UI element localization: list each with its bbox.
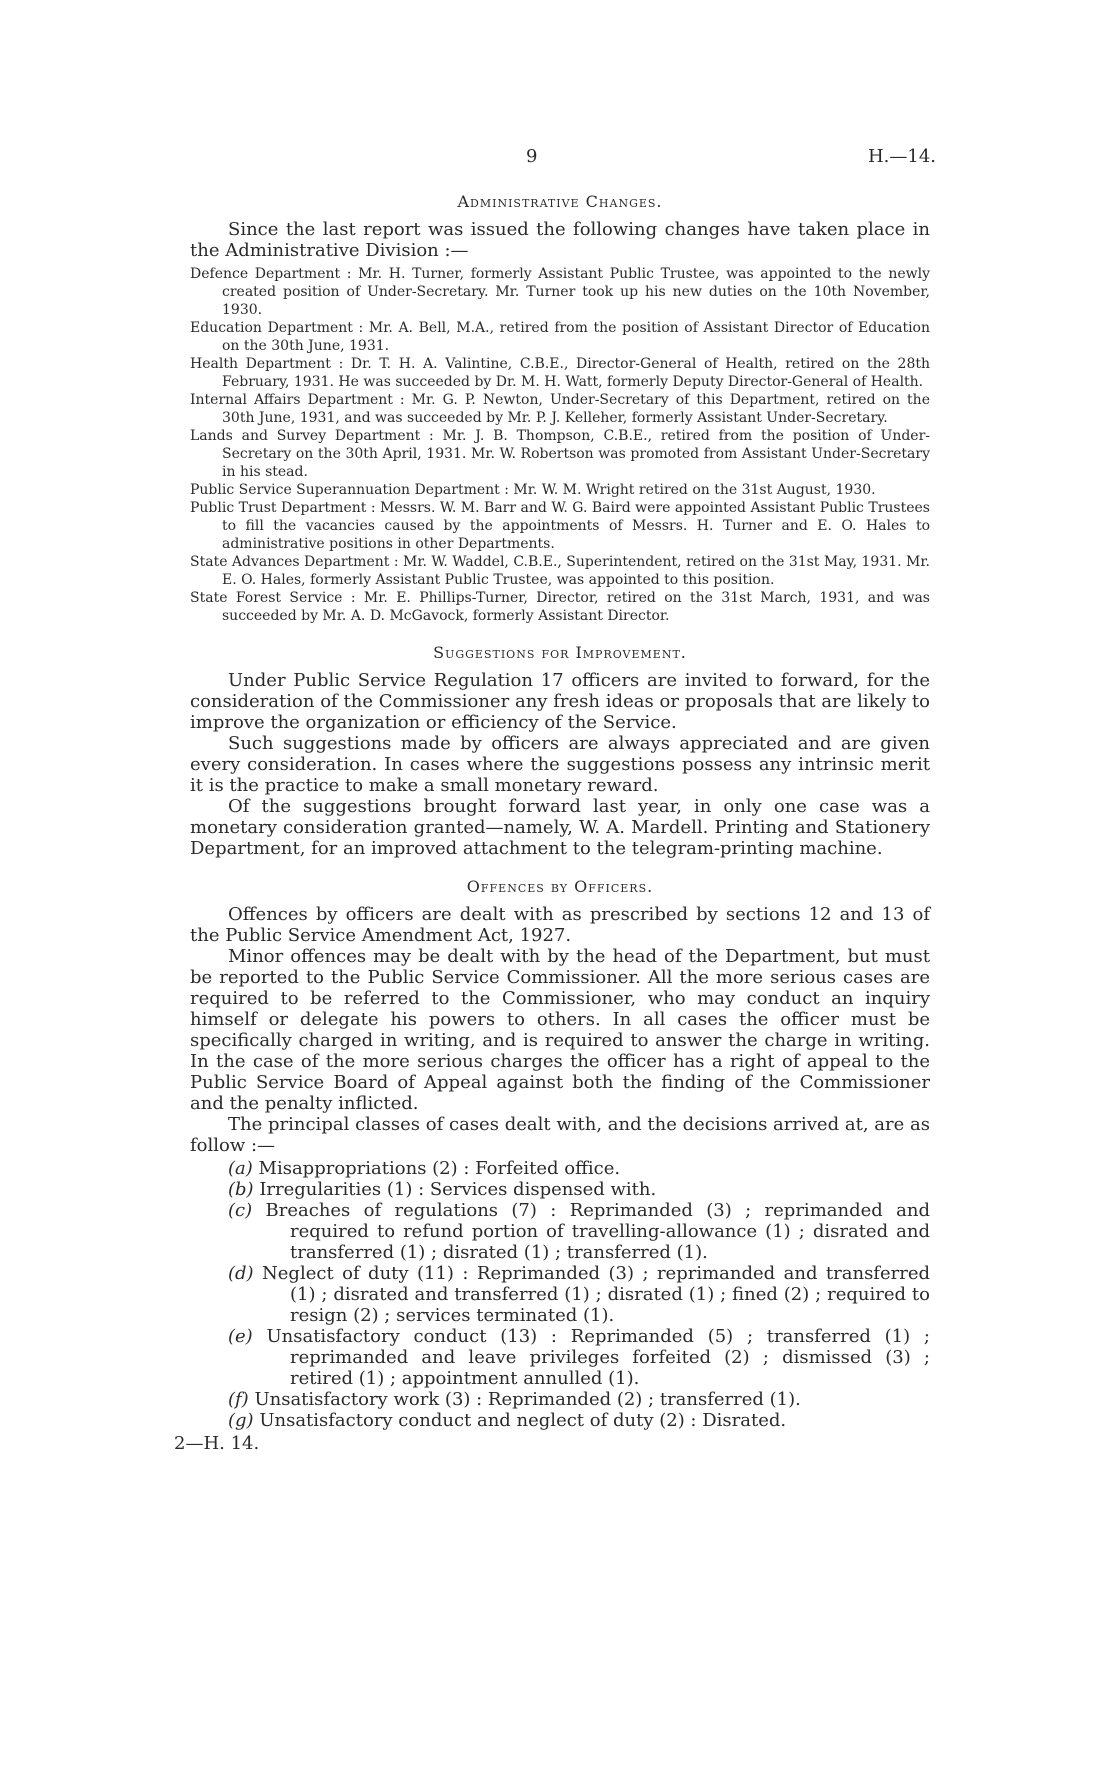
section-heading: Offences by Officers. [466, 877, 654, 896]
department-changes-list [190, 265, 930, 625]
item-letter: (a) [228, 1158, 253, 1179]
page-number: 9 [526, 146, 538, 167]
paragraph: Minor offences may be dealt with by the head of the Department, but must be reported to the Public Service Commissioner. All the more serious cases are required to be referred to the Commissioner, who may conduct an inquiry himself or delegate his powers to others. In all cases the officer must be specifically charged in writing, and is required to answer the charge in writing. In the case of the more serious charges the officer has a right of appeal to the Public Service Board of Appeal against both the finding of the Commissioner and the penalty inflicted. [190, 946, 930, 1114]
list-item [228, 1410, 930, 1431]
list-item [228, 1179, 930, 1200]
section-heading: Administrative Changes. [457, 192, 663, 211]
item-text: Unsatisfactory conduct and neglect of duty (2) : Disrated. [259, 1410, 787, 1431]
section-heading: Suggestions for Improvement. [433, 643, 687, 662]
item-letter: (b) [228, 1179, 254, 1200]
list-item: Education Department : Mr. A. Bell, M.A., retired from the position of Assistant Director of Education on the 30th June, 1931. [190, 320, 930, 354]
list-item: Public Service Superannuation Department : Mr. W. M. Wright retired on the 31st August, 1930. [190, 482, 876, 498]
footer-signature: 2—H. 14. [174, 1433, 260, 1454]
list-item [228, 1200, 930, 1263]
section-suggestions [190, 643, 930, 859]
item-text: Neglect of duty (11) : Reprimanded (3) ; reprimanded and transferred (1) ; disrated and transferred (1) ; disrated (1) ; fined (2) ; required to resign (2) ; services terminated (1). [262, 1263, 931, 1326]
item-letter: (c) [228, 1200, 253, 1221]
offence-classes-list [190, 1158, 930, 1431]
section-intro: Since the last report was issued the following changes have taken place in the Administrative Division :— [190, 219, 930, 261]
list-item [228, 1326, 930, 1389]
list-item: Public Trust Department : Messrs. W. M. Barr and W. G. Baird were appointed Assistant Public Trustees to fill the vacancies caused by the appointments of Messrs. H. Turner and E. O. Hales to administrative positions in other Departments. [190, 500, 930, 552]
page-header [0, 146, 1114, 176]
list-item [228, 1263, 930, 1326]
item-text: Unsatisfactory conduct (13) : Reprimanded (5) ; transferred (1) ; reprimanded and leave privileges forfeited (2) ; dismissed (3) ; retired (1) ; appointment annulled (1). [266, 1326, 930, 1389]
list-item: Health Department : Dr. T. H. A. Valintine, C.B.E., Director-General of Health, retired on the 28th February, 1931. He was succeeded by Dr. M. H. Watt, formerly Deputy Director-General of Health. [190, 356, 930, 390]
item-letter: (e) [228, 1326, 253, 1347]
item-text: Irregularities (1) : Services dispensed with. [259, 1179, 657, 1200]
item-text: Misappropriations (2) : Forfeited office. [258, 1158, 621, 1179]
list-item: Internal Affairs Department : Mr. G. P. Newton, Under-Secretary of this Department, retired on the 30th June, 1931, and was succeeded by Mr. P. J. Kelleher, formerly Assistant Under-Secretary. [190, 392, 930, 426]
paragraph: Under Public Service Regulation 17 officers are invited to forward, for the consideration of the Commissioner any fresh ideas or proposals that are likely to improve the organization or efficiency of the Service. [190, 670, 930, 733]
page-content [174, 192, 931, 1454]
section-administrative-changes [190, 192, 930, 625]
paragraph: Of the suggestions brought forward last year, in only one case was a monetary consideration granted—namely, W. A. Mardell. Printing and Stationery Department, for an improved attachment to the telegram-printing machine. [190, 796, 930, 859]
paragraph: Such suggestions made by officers are always appreciated and are given every consideration. In cases where the suggestions possess any intrinsic merit it is the practice to make a small monetary reward. [190, 733, 930, 796]
list-item [228, 1158, 930, 1179]
paragraph: The principal classes of cases dealt with, and the decisions arrived at, are as follow :— [190, 1114, 930, 1156]
paragraph: Offences by officers are dealt with as prescribed by sections 12 and 13 of the Public Service Amendment Act, 1927. [190, 904, 930, 946]
item-text: Unsatisfactory work (3) : Reprimanded (2) ; transferred (1). [254, 1389, 801, 1410]
item-letter: (f) [228, 1389, 249, 1410]
item-letter: (g) [228, 1410, 254, 1431]
item-text: Breaches of regulations (7) : Reprimanded (3) ; reprimanded and required to refund portion of travelling-allowance (1) ; disrated and transferred (1) ; disrated (1) ; transferred (1). [265, 1200, 930, 1263]
document-reference: H.—14. [867, 146, 936, 167]
list-item: State Forest Service : Mr. E. Phillips-Turner, Director, retired on the 31st March, 1931, and was succeeded by Mr. A. D. McGavock, formerly Assistant Director. [190, 590, 930, 624]
list-item: Lands and Survey Department : Mr. J. B. Thompson, C.B.E., retired from the position of Under-Secretary on the 30th April, 1931. Mr. W. Robertson was promoted from Assistant Under-Secretary in his stead. [190, 428, 930, 480]
list-item: Defence Department : Mr. H. Turner, formerly Assistant Public Trustee, was appointed to the newly created position of Under-Secretary. Mr. Turner took up his new duties on the 10th November, 1930. [190, 266, 930, 318]
item-letter: (d) [228, 1263, 254, 1284]
section-offences [190, 877, 930, 1431]
list-item: State Advances Department : Mr. W. Waddel, C.B.E., Superintendent, retired on the 31st May, 1931. Mr. E. O. Hales, formerly Assistant Public Trustee, was appointed to this position. [190, 554, 930, 588]
list-item [228, 1389, 930, 1410]
